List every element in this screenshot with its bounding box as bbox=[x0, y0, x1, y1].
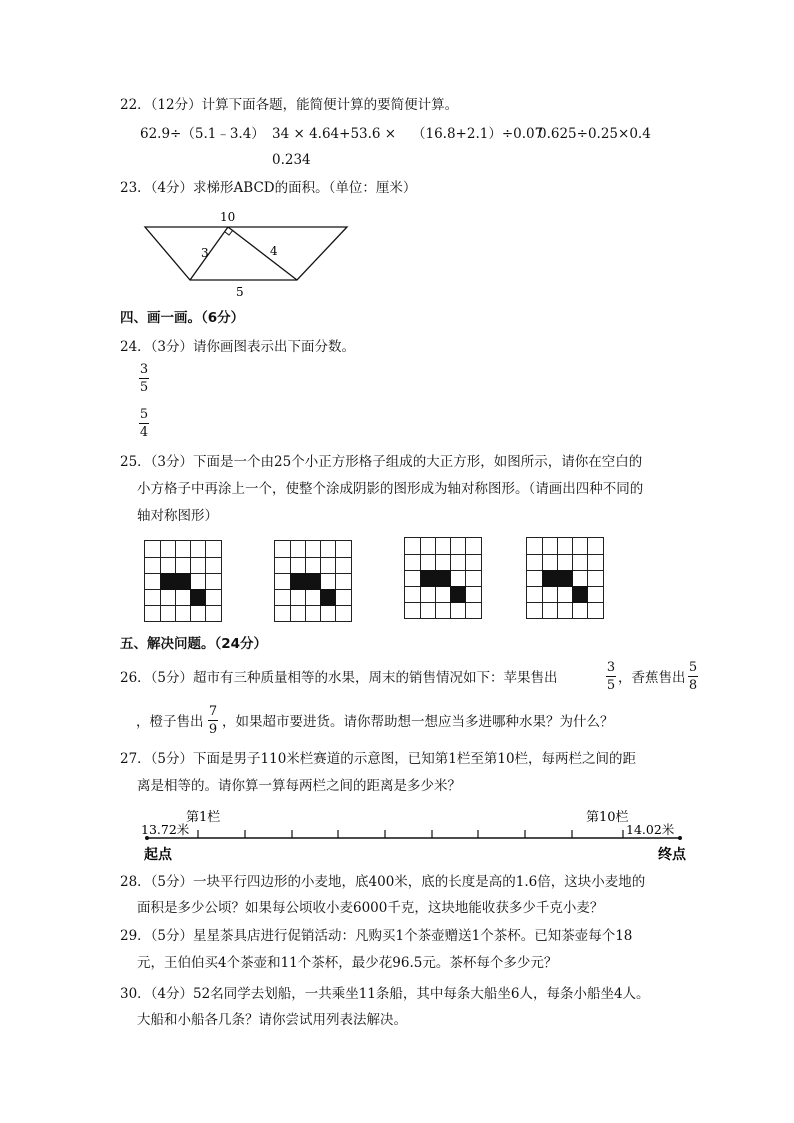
shaded-cells bbox=[542, 570, 573, 587]
fraction-numerator: 3 bbox=[606, 660, 616, 675]
fraction-numerator: 7 bbox=[208, 704, 218, 719]
q30-line-1: 30．（4分）52名同学去划船，一共乘坐11条船，其中每条大船坐6人，每条小船坐4人。 bbox=[120, 986, 650, 1002]
fraction-apple bbox=[606, 660, 616, 693]
fraction-banana bbox=[688, 660, 698, 693]
q28-line-2: 面积是多少公顷？如果每公顷收小麦6000千克，这块地能收获多少千克小麦？ bbox=[137, 900, 604, 916]
shaded-cell bbox=[572, 586, 588, 603]
end-point bbox=[678, 836, 682, 840]
q28-line-1: 28．（5分）一块平行四边形的小麦地，底400米，底的长度是高的1.6倍，这块小麦地的 bbox=[120, 874, 646, 890]
trapezoid-label-right: 4 bbox=[270, 244, 278, 258]
shaded-cells bbox=[290, 573, 321, 590]
q29-line-1: 29．（5分）星星茶具店进行促销活动：凡购买1个茶壶赠送1个茶杯。已知茶壶每个18 bbox=[120, 928, 633, 944]
start-label: 起点 bbox=[144, 847, 172, 863]
section-4-title: 四、画一画。（6分） bbox=[120, 310, 245, 326]
fraction-orange bbox=[208, 704, 218, 737]
q23-title: 23．（4分）求梯形ABCD的面积。（单位：厘米） bbox=[120, 180, 417, 196]
distance-end-label: 14.02米 bbox=[626, 822, 675, 837]
shaded-cell bbox=[450, 586, 466, 603]
q22-expr-2: 34 × 4.64+53.6 × bbox=[272, 126, 397, 142]
q22-title: 22．（12分）计算下面各题，能简便计算的要简便计算。 bbox=[120, 97, 459, 113]
q25-line-1: 25．（3分）下面是一个由25个小正方形格子组成的大正方形，如图所示，请你在空白的 bbox=[120, 454, 643, 470]
symmetry-grid-2[interactable] bbox=[274, 540, 352, 622]
shaded-cells bbox=[420, 570, 451, 587]
q27-line-1: 27．（5分）下面是男子110米栏赛道的示意图，已知第1栏至第10栏，每两栏之间的距 bbox=[120, 751, 637, 767]
q25-line-2: 小方格子中再涂上一个，使整个涂成阴影的图形成为轴对称图形。（请画出四种不同的 bbox=[137, 481, 644, 497]
distance-start-label: 13.72米 bbox=[141, 822, 190, 837]
trapezoid-label-left: 3 bbox=[201, 246, 209, 260]
fraction-denominator: 8 bbox=[688, 678, 698, 693]
shaded-cell bbox=[190, 589, 206, 606]
shaded-cells bbox=[160, 573, 191, 590]
fraction-denominator: 9 bbox=[208, 722, 218, 737]
trapezoid-label-top: 10 bbox=[220, 210, 236, 224]
q29-line-2: 元，王伯伯买4个茶壶和11个茶杯，最少花96.5元。茶杯每个多少元？ bbox=[137, 955, 558, 971]
q27-line-2: 离是相等的。请你算一算每两栏之间的距离是多少米？ bbox=[137, 778, 461, 794]
fraction-numerator: 5 bbox=[139, 407, 149, 422]
symmetry-grid-4[interactable] bbox=[526, 537, 604, 619]
hurdle-track-diagram bbox=[138, 803, 694, 865]
q26-text-orange: ，橙子售出 bbox=[136, 714, 204, 730]
q26-text-1: 26．（5分）超市有三种质量相等的水果，周末的销售情况如下：苹果售出 bbox=[120, 670, 558, 686]
trapezoid-diagram bbox=[140, 205, 360, 300]
trapezoid-outline bbox=[145, 227, 347, 280]
trapezoid-side-4 bbox=[228, 227, 297, 280]
shaded-cell bbox=[320, 589, 336, 606]
q26-line-1 bbox=[120, 668, 558, 688]
fraction-denominator: 5 bbox=[606, 678, 616, 693]
symmetry-grid-3[interactable] bbox=[404, 537, 482, 619]
q24-title: 24．（3分）请你画图表示出下面分数。 bbox=[120, 339, 356, 355]
q22-expr-4: 0.625÷0.25×0.4 bbox=[538, 126, 651, 142]
fraction-denominator: 5 bbox=[139, 380, 149, 395]
q22-expr-3: （16.8+2.1）÷0.07 bbox=[412, 126, 544, 142]
fraction-5-4 bbox=[139, 407, 149, 440]
q22-expr-1: 62.9÷（5.1﹣3.4） bbox=[140, 126, 265, 142]
section-5-title: 五、解决问题。（24分） bbox=[120, 636, 268, 652]
end-label: 终点 bbox=[658, 847, 686, 863]
q22-expr-2-cont: 0.234 bbox=[272, 152, 311, 168]
symmetry-grid-1[interactable] bbox=[144, 540, 222, 622]
fraction-3-5 bbox=[139, 362, 149, 395]
right-angle-mark bbox=[225, 230, 233, 235]
hurdle-ticks bbox=[198, 830, 623, 838]
q26-text-end: ，如果超市要进货。请你帮助想一想应当多进哪种水果？为什么？ bbox=[222, 714, 614, 730]
fraction-denominator: 4 bbox=[139, 425, 149, 440]
trapezoid-label-bottom: 5 bbox=[236, 285, 244, 299]
q25-line-3: 轴对称图形） bbox=[137, 508, 218, 524]
hurdle-10-label: 第10栏 bbox=[586, 810, 629, 825]
trapezoid-side-3 bbox=[190, 227, 228, 280]
fraction-numerator: 5 bbox=[688, 660, 698, 675]
fraction-numerator: 3 bbox=[139, 362, 149, 377]
q30-line-2: 大船和小船各几条？请你尝试用列表法解决。 bbox=[137, 1012, 407, 1028]
hurdle-1-label: 第1栏 bbox=[186, 810, 221, 825]
q26-text-mid: ，香蕉售出 bbox=[618, 670, 686, 686]
